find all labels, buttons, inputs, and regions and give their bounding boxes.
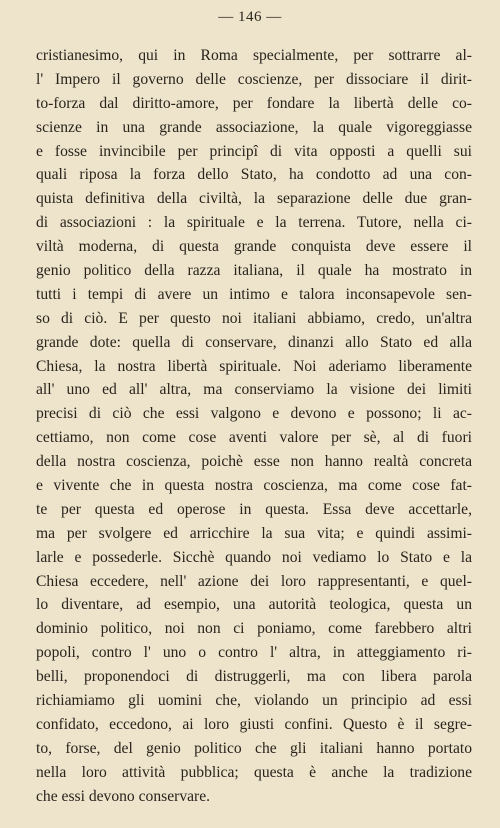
text-line: confidato, eccedono, ai loro giusti confini. Questo è il segre- [36, 715, 472, 733]
text-line: richiamiamo gli uomini che, violando un principio ad essi [36, 692, 472, 710]
text-line: grande dote: quella di conservare, dinanzi allo Stato ed alla [36, 333, 472, 351]
page-number: — 146 — [218, 9, 282, 25]
text-line: to-forza dal diritto-amore, per fondare la libertà delle co- [36, 94, 472, 112]
text-line: di associazioni : la spirituale e la terrena. Tutore, nella ci- [36, 214, 472, 232]
text-line: quista definitiva della civiltà, la separazione delle due gran- [36, 190, 472, 208]
text-line: Chiesa, la nostra libertà spirituale. Noi aderiamo liberamente [36, 357, 472, 375]
text-line: dominio politico, noi non ci poniamo, come farebbero altri [36, 620, 472, 638]
text-line: belli, proponendoci di distruggerli, ma con libera parola [36, 668, 472, 686]
text-line: quali riposa la forza dello Stato, ha condotto ad una con- [36, 166, 472, 184]
text-line: precisi di ciò che essi valgono e devono e possono; li ac- [36, 405, 472, 423]
text-line: larle e possederle. Sicchè quando noi vediamo lo Stato e la [36, 548, 472, 566]
text-line: all' uno ed all' altra, ma conserviamo la visione dei limiti [36, 381, 472, 399]
text-line: so di ciò. E per questo noi italiani abbiamo, credo, un'altra [36, 309, 472, 327]
text-line: e vivente che in questa nostra coscienza, ma come cose fat- [36, 477, 472, 495]
text-line: genio politico della razza italiana, il quale ha mostrato in [36, 262, 472, 280]
text-line: della nostra coscienza, poichè esse non hanno realtà concreta [36, 453, 472, 471]
text-line: viltà moderna, di questa grande conquista deve essere il [36, 238, 472, 256]
text-line: lo diventare, ad esempio, una autorità teologica, questa un [36, 596, 472, 614]
body-text [36, 44, 472, 809]
text-line: che essi devono conservare. [36, 787, 211, 805]
text-line: cristianesimo, qui in Roma specialmente, per sottrarre al- [36, 47, 472, 64]
text-line: tutti i tempi di avere un intimo e talora inconsapevole sen- [36, 285, 472, 303]
text-line: Chiesa eccedere, nell' azione dei loro rappresentanti, e quel- [36, 572, 472, 590]
text-line: l' Impero il governo delle coscienze, per dissociare il dirit- [36, 70, 472, 88]
text-line: ma per svolgere ed arricchire la sua vita; e quindi assimi- [36, 524, 472, 542]
text-line: e fosse invincibile per principî di vita opposti a quelli sui [36, 142, 472, 160]
text-line: te per questa ed operose in questa. Essa deve accettarle, [36, 500, 472, 518]
text-line: cettiamo, non come cose aventi valore per sè, al di fuori [36, 429, 472, 447]
text-line: to, forse, del genio politico che gli italiani hanno portato [36, 739, 472, 757]
text-line: scienze in una grande associazione, la quale vigoreggiasse [36, 118, 472, 136]
text-line: nella loro attività pubblica; questa è anche la tradizione [36, 763, 472, 781]
text-line: popoli, contro l' uno o contro l' altra, in atteggiamento ri- [36, 644, 472, 662]
